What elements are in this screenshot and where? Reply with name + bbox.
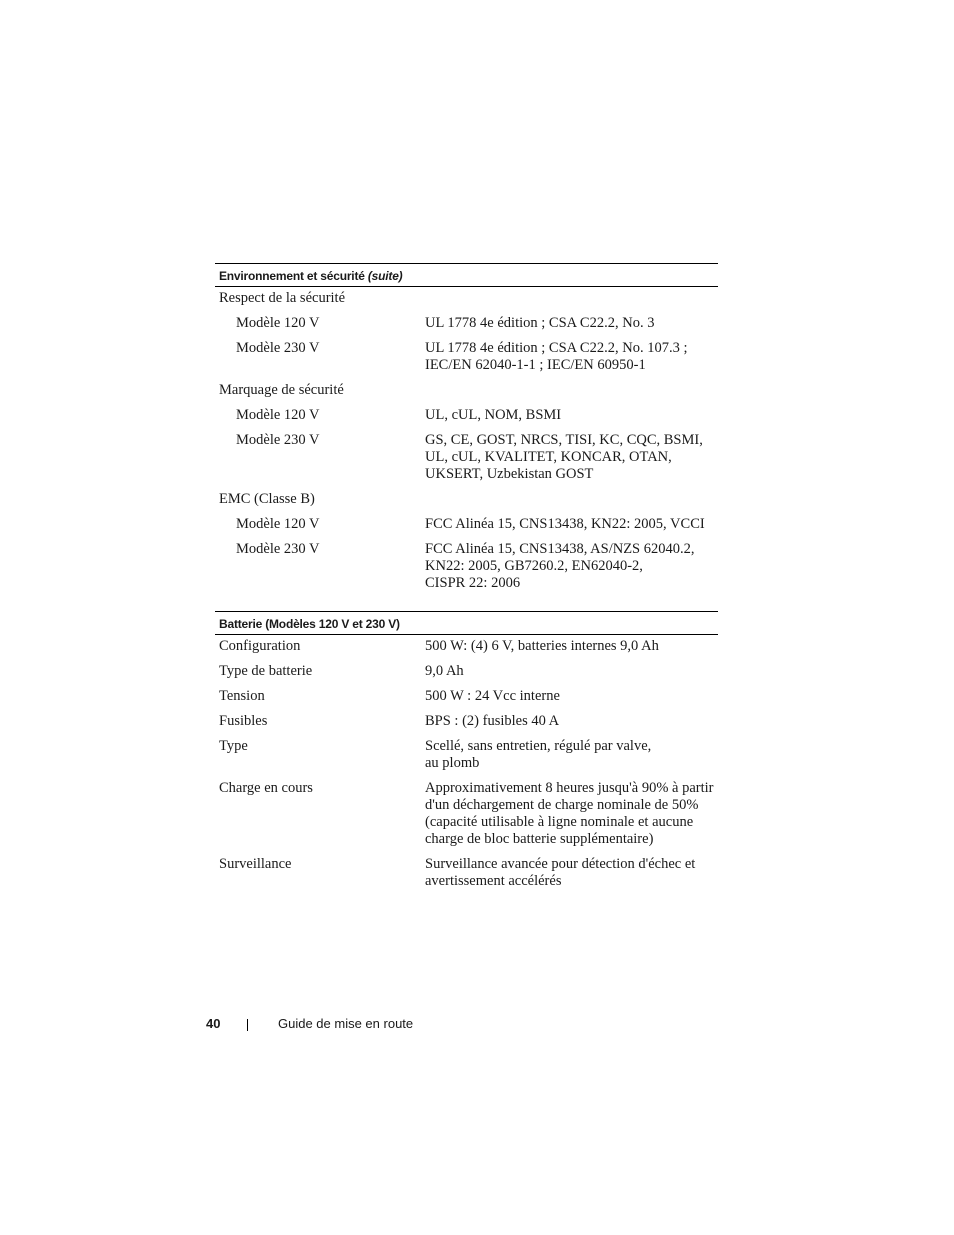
spec-label: Modèle 120 V — [236, 315, 320, 331]
spec-row — [215, 856, 718, 890]
spec-value: Scellé, sans entretien, régulé par valve, au plomb — [425, 738, 652, 771]
environment-safety-section — [215, 263, 718, 600]
spec-value: 9,0 Ah — [425, 663, 464, 679]
spec-value: GS, CE, GOST, NRCS, TISI, KC, CQC, BSMI, UL, cUL, KVALITET, KONCAR, OTAN, UKSERT, Uzbekistan GOST — [425, 432, 703, 482]
spec-value: UL, cUL, NOM, BSMI — [425, 407, 562, 423]
spec-row — [215, 290, 718, 307]
spec-row — [215, 516, 718, 533]
spec-row — [215, 432, 718, 483]
section-header — [215, 611, 718, 635]
spec-rows — [215, 635, 718, 890]
spec-row — [215, 713, 718, 730]
spec-value — [425, 290, 718, 307]
spec-label: Type de batterie — [219, 663, 313, 679]
spec-row — [215, 638, 718, 655]
spec-label: Modèle 120 V — [236, 407, 320, 423]
section-title: Environnement et sécurité — [219, 269, 365, 283]
spec-value — [425, 382, 718, 399]
spec-row — [215, 780, 718, 848]
spec-label: Tension — [219, 688, 265, 704]
spec-row — [215, 663, 718, 680]
spec-label: EMC (Classe B) — [219, 491, 315, 507]
spec-row — [215, 491, 718, 508]
spec-row — [215, 407, 718, 424]
spec-value: 500 W : 24 Vcc interne — [425, 688, 560, 704]
spec-label: Marquage de sécurité — [219, 382, 344, 398]
spec-label: Configuration — [219, 638, 301, 654]
spec-value: 500 W: (4) 6 V, batteries internes 9,0 Ah — [425, 638, 659, 654]
spec-label: Modèle 230 V — [236, 541, 320, 557]
spec-row — [215, 541, 718, 592]
spec-label: Modèle 120 V — [236, 516, 320, 532]
spec-value: UL 1778 4e édition ; CSA C22.2, No. 107.3 ; IEC/EN 62040-1-1 ; IEC/EN 60950-1 — [425, 340, 688, 373]
spec-row — [215, 738, 718, 772]
spec-row — [215, 382, 718, 399]
spec-label: Modèle 230 V — [236, 432, 320, 448]
spec-value — [425, 491, 718, 508]
spec-value: Approximativement 8 heures jusqu'à 90% à partir d'un déchargement de charge nominale de 50% (capacité utilisable à ligne nominale et aucune charge de bloc batterie supplémentaire) — [425, 780, 714, 847]
spec-label: Fusibles — [219, 713, 268, 729]
spec-label: Respect de la sécurité — [219, 290, 346, 306]
spec-rows — [215, 287, 718, 592]
section-header — [215, 263, 718, 287]
spec-label: Surveillance — [219, 856, 292, 872]
footer-separator — [247, 1019, 248, 1031]
spec-value: FCC Alinéa 15, CNS13438, AS/NZS 62040.2, KN22: 2005, GB7260.2, EN62040-2, CISPR 22: 2006 — [425, 541, 695, 591]
spec-value: BPS : (2) fusibles 40 A — [425, 713, 560, 729]
spec-label: Charge en cours — [219, 780, 313, 796]
spec-row — [215, 315, 718, 332]
spec-value: Surveillance avancée pour détection d'échec et avertissement accélérés — [425, 856, 696, 889]
spec-row — [215, 688, 718, 705]
section-title-suffix: (suite) — [367, 269, 403, 283]
section-title: Batterie (Modèles 120 V et 230 V) — [219, 617, 400, 631]
spec-value: FCC Alinéa 15, CNS13438, KN22: 2005, VCCI — [425, 516, 705, 532]
spec-value: UL 1778 4e édition ; CSA C22.2, No. 3 — [425, 315, 655, 331]
document-title: Guide de mise en route — [278, 1016, 414, 1031]
page-number: 40 — [206, 1016, 221, 1031]
spec-row — [215, 340, 718, 374]
spec-label: Type — [219, 738, 248, 754]
spec-label: Modèle 230 V — [236, 340, 320, 356]
battery-section — [215, 611, 718, 898]
